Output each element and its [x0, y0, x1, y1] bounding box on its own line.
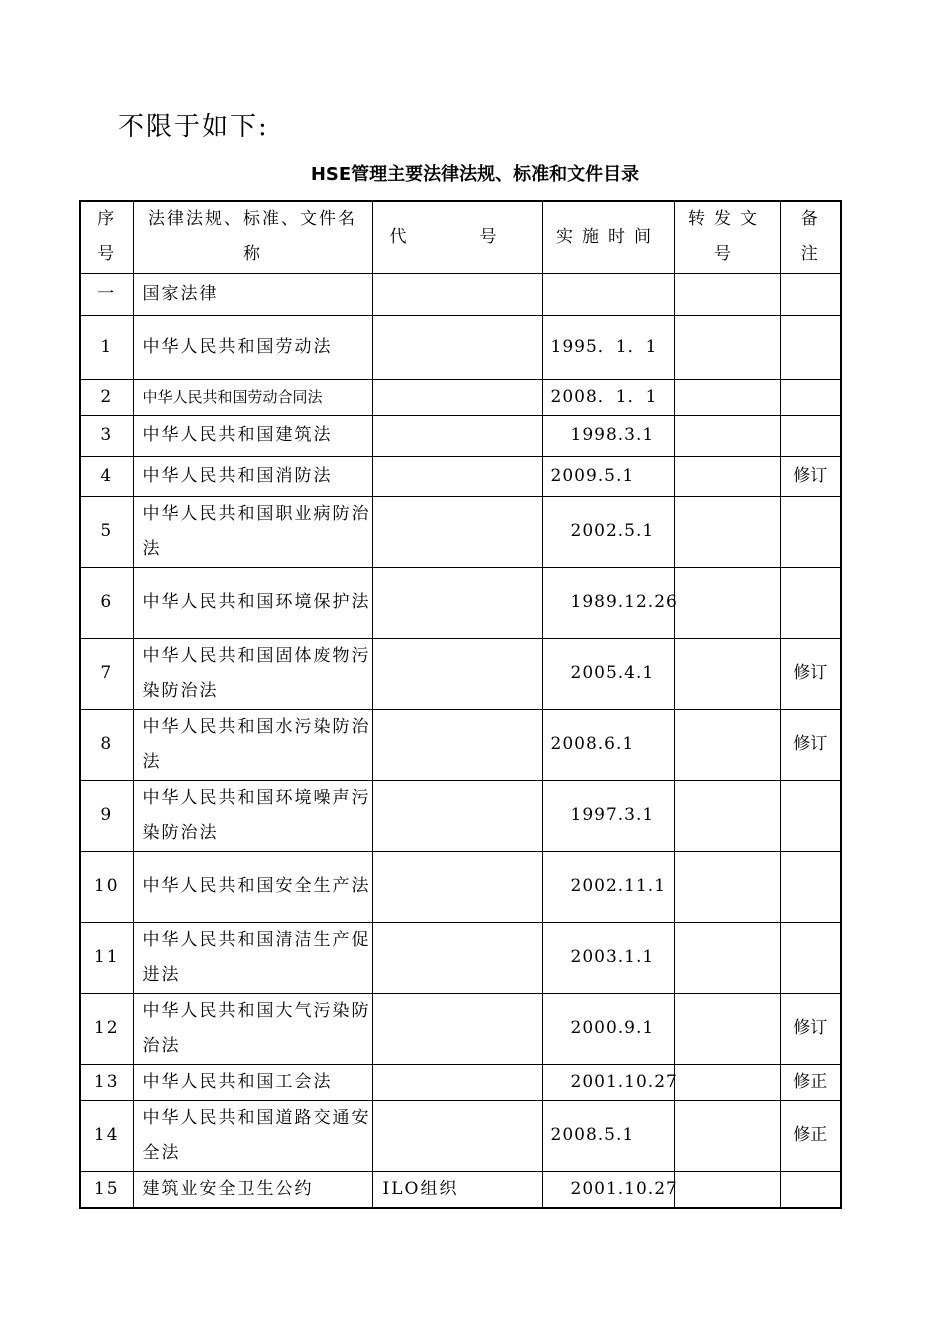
row-date-cell: 2002.5.1 — [542, 496, 674, 567]
row-name-cell: 建筑业安全卫生公约 — [133, 1171, 372, 1208]
row-name-cell: 中华人民共和国安全生产法 — [133, 851, 372, 922]
row-name-cell: 中华人民共和国建筑法 — [133, 415, 372, 456]
row-number-cell: 6 — [80, 567, 133, 638]
row-date-cell: 2001.10.27 — [542, 1064, 674, 1100]
table-row — [80, 780, 841, 851]
row-date-cell: 1989.12.26 — [542, 567, 674, 638]
table-row — [80, 851, 841, 922]
row-note-cell: 修订 — [780, 638, 841, 709]
header-name: 法律法规、标准、文件名称 — [133, 201, 372, 273]
row-doc-number-cell — [674, 993, 780, 1064]
row-note-cell — [780, 922, 841, 993]
row-number-cell: 3 — [80, 415, 133, 456]
header-no: 序号 — [80, 201, 133, 273]
row-note-cell: 修订 — [780, 709, 841, 780]
row-note-cell — [780, 379, 841, 415]
row-date-cell: 1995．1．1 — [542, 315, 674, 379]
row-code-cell: ILO组织 — [372, 1171, 542, 1208]
row-number-cell: 一 — [80, 273, 133, 315]
row-note-cell: 修订 — [780, 456, 841, 496]
row-note-cell — [780, 415, 841, 456]
row-doc-number-cell — [674, 456, 780, 496]
table-row — [80, 496, 841, 567]
table-row — [80, 1064, 841, 1100]
row-doc-number-cell — [674, 922, 780, 993]
row-name-cell: 中华人民共和国劳动合同法 — [133, 379, 372, 415]
row-note-cell — [780, 496, 841, 567]
row-note-cell — [780, 780, 841, 851]
row-number-cell: 8 — [80, 709, 133, 780]
row-name-cell: 中华人民共和国大气污染防治法 — [133, 993, 372, 1064]
row-doc-number-cell — [674, 1100, 780, 1171]
row-number-cell: 15 — [80, 1171, 133, 1208]
row-date-cell: 2002.11.1 — [542, 851, 674, 922]
row-doc-number-cell — [674, 496, 780, 567]
row-code-cell — [372, 379, 542, 415]
row-number-cell: 12 — [80, 993, 133, 1064]
row-number-cell: 7 — [80, 638, 133, 709]
row-date-cell: 2008.5.1 — [542, 1100, 674, 1171]
table-row — [80, 379, 841, 415]
row-date-cell: 2001.10.27 — [542, 1171, 674, 1208]
row-name-cell: 中华人民共和国环境保护法 — [133, 567, 372, 638]
row-name-cell: 中华人民共和国固体废物污染防治法 — [133, 638, 372, 709]
row-name-cell: 中华人民共和国环境噪声污染防治法 — [133, 780, 372, 851]
row-code-cell — [372, 638, 542, 709]
row-code-cell — [372, 709, 542, 780]
row-number-cell: 2 — [80, 379, 133, 415]
row-doc-number-cell — [674, 379, 780, 415]
row-note-cell — [780, 273, 841, 315]
row-doc-number-cell — [674, 709, 780, 780]
row-code-cell — [372, 851, 542, 922]
row-date-cell: 2008.6.1 — [542, 709, 674, 780]
row-doc-number-cell — [674, 415, 780, 456]
row-code-cell — [372, 780, 542, 851]
table-row — [80, 709, 841, 780]
header-note: 备注 — [780, 201, 841, 273]
row-note-cell: 修正 — [780, 1100, 841, 1171]
row-number-cell: 11 — [80, 922, 133, 993]
row-code-cell — [372, 993, 542, 1064]
row-code-cell — [372, 315, 542, 379]
row-code-cell — [372, 1064, 542, 1100]
row-number-cell: 5 — [80, 496, 133, 567]
row-name-cell: 中华人民共和国水污染防治法 — [133, 709, 372, 780]
row-note-cell — [780, 851, 841, 922]
row-number-cell: 10 — [80, 851, 133, 922]
row-date-cell: 2008．1．1 — [542, 379, 674, 415]
row-name-cell: 国家法律 — [133, 273, 372, 315]
table-row — [80, 456, 841, 496]
row-date-cell: 2005.4.1 — [542, 638, 674, 709]
row-doc-number-cell — [674, 780, 780, 851]
table-row — [80, 315, 841, 379]
document-title: HSE管理主要法律法规、标准和文件目录 — [310, 164, 640, 185]
row-name-cell: 中华人民共和国道路交通安全法 — [133, 1100, 372, 1171]
header-code: 代 号 — [372, 201, 542, 273]
table-row — [80, 415, 841, 456]
row-code-cell — [372, 273, 542, 315]
row-date-cell: 1998.3.1 — [542, 415, 674, 456]
row-note-cell — [780, 1171, 841, 1208]
row-doc-number-cell — [674, 851, 780, 922]
row-code-cell — [372, 496, 542, 567]
row-doc-number-cell — [674, 638, 780, 709]
row-number-cell: 1 — [80, 315, 133, 379]
row-name-cell: 中华人民共和国工会法 — [133, 1064, 372, 1100]
row-doc-number-cell — [674, 1171, 780, 1208]
row-code-cell — [372, 567, 542, 638]
row-name-cell: 中华人民共和国消防法 — [133, 456, 372, 496]
header-doc-number: 转发文号 — [674, 201, 780, 273]
table-header-row — [80, 201, 841, 273]
row-doc-number-cell — [674, 1064, 780, 1100]
row-code-cell — [372, 922, 542, 993]
row-number-cell: 9 — [80, 780, 133, 851]
table-row — [80, 1100, 841, 1171]
table-row — [80, 638, 841, 709]
row-date-cell — [542, 273, 674, 315]
table-row — [80, 567, 841, 638]
table-row — [80, 1171, 841, 1208]
row-name-cell: 中华人民共和国职业病防治法 — [133, 496, 372, 567]
row-code-cell — [372, 415, 542, 456]
row-name-cell: 中华人民共和国清洁生产促进法 — [133, 922, 372, 993]
header-date: 实施时间 — [542, 201, 674, 273]
row-note-cell — [780, 315, 841, 379]
table-row — [80, 993, 841, 1064]
row-name-cell: 中华人民共和国劳动法 — [133, 315, 372, 379]
table-row — [80, 273, 841, 315]
row-date-cell: 1997.3.1 — [542, 780, 674, 851]
row-date-cell: 2009.5.1 — [542, 456, 674, 496]
row-code-cell — [372, 456, 542, 496]
row-number-cell: 14 — [80, 1100, 133, 1171]
row-number-cell: 4 — [80, 456, 133, 496]
row-doc-number-cell — [674, 567, 780, 638]
table-row — [80, 922, 841, 993]
regulations-table — [79, 200, 842, 1209]
row-note-cell — [780, 567, 841, 638]
row-note-cell: 修正 — [780, 1064, 841, 1100]
row-note-cell: 修订 — [780, 993, 841, 1064]
row-code-cell — [372, 1100, 542, 1171]
row-number-cell: 13 — [80, 1064, 133, 1100]
row-date-cell: 2003.1.1 — [542, 922, 674, 993]
row-date-cell: 2000.9.1 — [542, 993, 674, 1064]
intro-text: 不限于如下: — [118, 112, 269, 142]
row-doc-number-cell — [674, 315, 780, 379]
row-doc-number-cell — [674, 273, 780, 315]
